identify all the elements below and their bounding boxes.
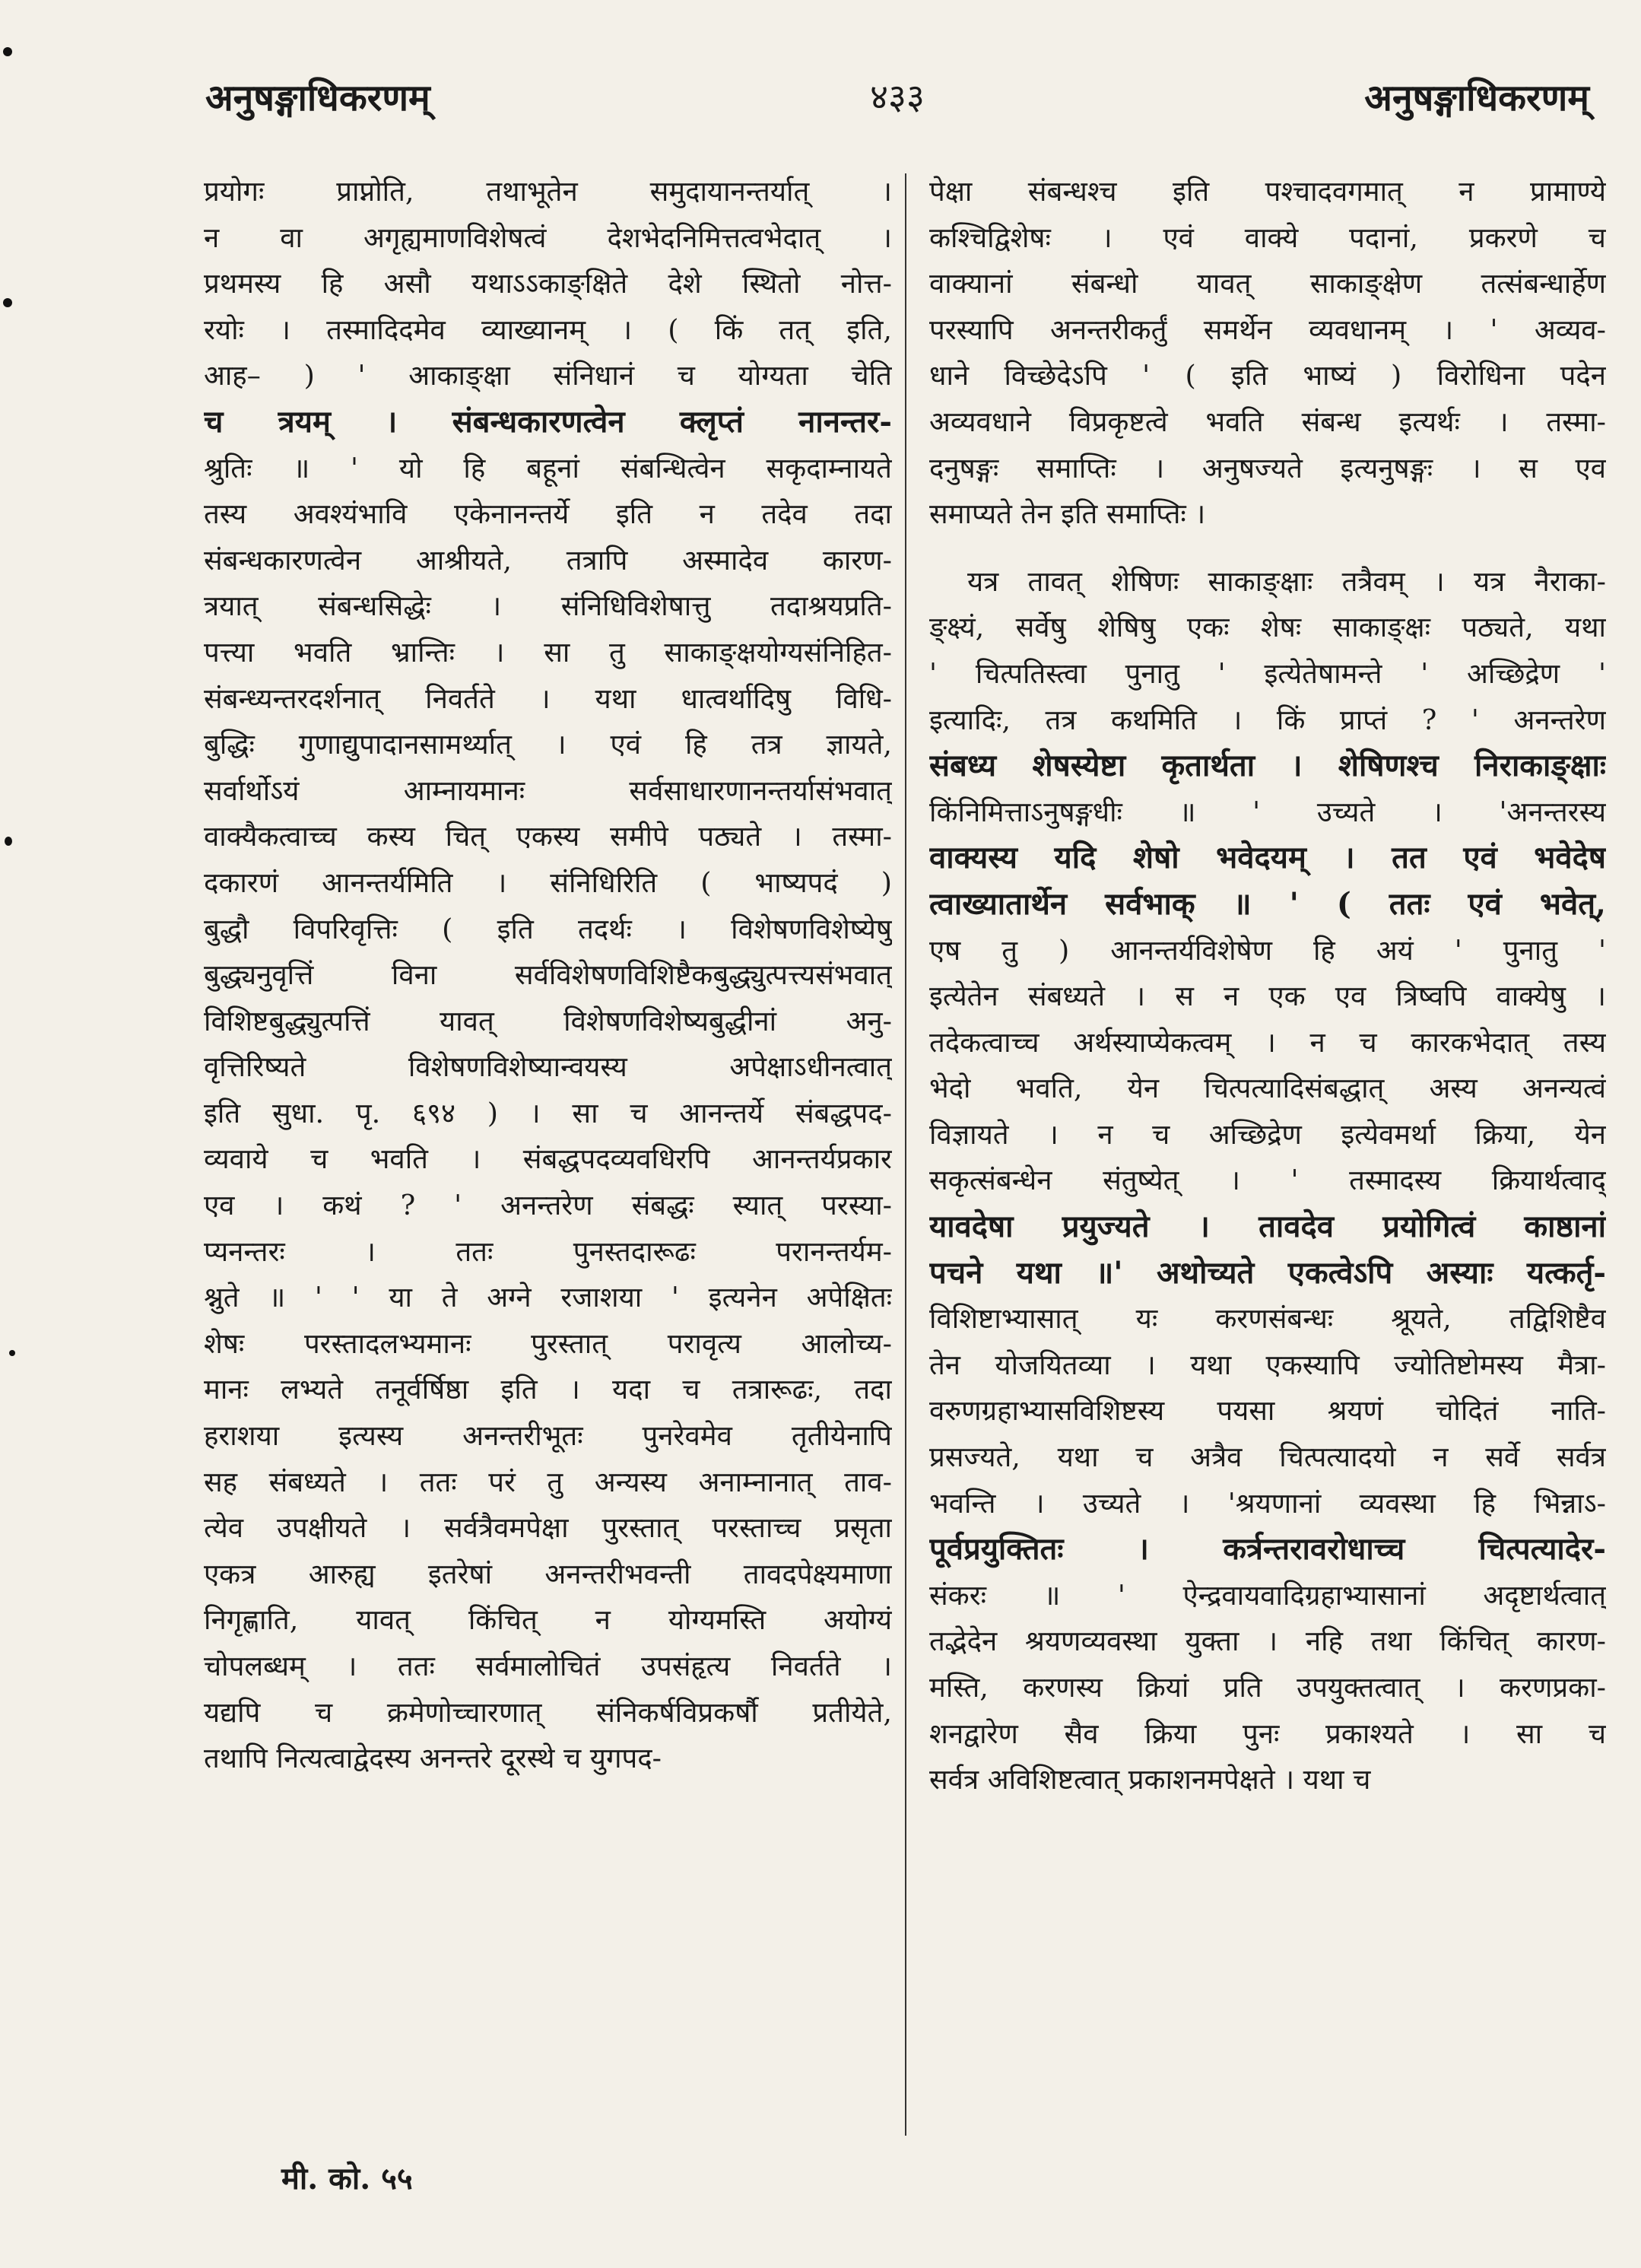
text-line: वाक्यस्य यदि शेषो भवेदयम् । तत एवं भवेदेष — [929, 840, 1606, 876]
text-line: आह– ) ' आकाङ्क्षा संनिधानं च योग्यता चेति — [204, 359, 892, 392]
text-line: सर्वार्थोऽयं आम्नायमानः सर्वसाधारणानन्तर्यासंभवात् — [204, 773, 892, 807]
text-line: तथापि नित्यत्वाद्वेदस्य अनन्तरे दूरस्थे च युगपद- — [204, 1742, 662, 1775]
text-line: एकत्र आरुह्य इतरेषां अनन्तरीभवन्ती तावदपेक्ष्यमाणा — [204, 1557, 892, 1590]
text-line: किंनिमित्ताऽनुषङ्गधीः ॥ ' उच्यते । 'अनन्तरस्य — [929, 795, 1606, 828]
text-line: तस्य अवश्यंभावि एकेनानन्तर्ये इति न तदेव तदा — [204, 497, 892, 531]
text-line: यावदेषा प्रयुज्यते । तावदेव प्रयोगित्वं काष्ठानां — [929, 1209, 1606, 1245]
text-line: बुद्ध्यनुवृत्तिं विना सर्वविशेषणविशिष्टैकबुद्ध्युत्पत्त्यसंभवात् — [204, 958, 892, 992]
text-line: मस्ति, करणस्य क्रियां प्रति उपयुक्तत्वात् । करणप्रका- — [929, 1671, 1606, 1704]
page-footer: मी. को. ५५ — [281, 2161, 413, 2197]
text-line: पेक्षा संबन्धश्च इति पश्चादवगमात् न प्रामाण्ये — [929, 175, 1606, 208]
text-line: पूर्वप्रयुक्तितः । कर्त्रन्तरावरोधाच्च चित्पत्यादेर- — [929, 1531, 1606, 1568]
text-line: प्रसज्यते, यथा च अत्रैव चित्पत्यादयो न सर्वे सर्वत्र — [929, 1441, 1606, 1474]
text-line: निगृह्णाति, यावत् किंचित् न योग्यमस्ति अयोग्यं — [204, 1603, 892, 1637]
text-line: इत्येतेन संबध्यते । स न एक एव त्रिष्वपि वाक्येषु । — [929, 980, 1606, 1013]
text-line: इत्यादिः, तत्र कथमिति । किं प्राप्तं ? ' अनन्तरेण — [929, 703, 1606, 736]
text-line: बुद्धिः गुणाद्युपादानसामर्थ्यात् । एवं हि तत्र ज्ञायते, — [204, 728, 892, 761]
text-line: वाक्यानां संबन्धो यावत् साकाङ्क्षेण तत्संबन्धार्हेण — [929, 267, 1606, 300]
text-line: परस्यापि अनन्तरीकर्तुं समर्थेन व्यवधानम् । ' अव्यव- — [929, 313, 1606, 346]
text-line: तेन योजयितव्या । यथा एकस्यापि ज्योतिष्टोमस्य मैत्रा- — [929, 1348, 1606, 1381]
text-line: हराशया इत्यस्य अनन्तरीभूतः पुनरेवमेव तृतीयेनापि — [204, 1419, 892, 1453]
text-line: भवन्ति । उच्यते । 'श्रयणानां व्यवस्था हि भिन्नाऽ- — [929, 1486, 1606, 1520]
text-line: विशिष्टबुद्ध्युत्पत्तिं यावत् विशेषणविशेष्यबुद्धीनां अनु- — [204, 1004, 892, 1037]
column-divider — [905, 173, 906, 2136]
header-title-left: अनुषङ्गाधिकरणम् — [205, 77, 430, 119]
text-line: संबध्य शेषस्येष्टा कृतार्थता । शेषिणश्च निराकाङ्क्षाः — [929, 748, 1606, 784]
text-line: भेदो भवति, येन चित्पत्यादिसंबद्धात् अस्य अनन्यत्वं — [929, 1072, 1606, 1105]
text-line: पत्त्या भवति भ्रान्तिः । सा तु साकाङ्क्षयोग्यसंनिहित- — [204, 635, 892, 669]
text-line: संकरः ॥ ' ऐन्द्रवायवादिग्रहाभ्यासानां अदृष्टार्थत्वात् — [929, 1578, 1606, 1612]
text-line: वरुणग्रहाभ्यासविशिष्टस्य पयसा श्रयणं चोदितं नाति- — [929, 1394, 1606, 1428]
text-line: प्रयोगः प्राप्नोति, तथाभूतेन समुदायानन्तर्यात् । — [204, 175, 892, 208]
text-line: ङ्क्ष्यं, सर्वेषु शेषिषु एकः शेषः साकाङ्क्षः पठ्यते, यथा — [929, 611, 1606, 644]
page-header — [205, 72, 1589, 141]
text-line: शनद्वारेण सैव क्रिया पुनः प्रकाश्यते । सा च — [929, 1717, 1606, 1750]
text-line: समाप्यते तेन इति समाप्तिः । — [929, 497, 1206, 531]
text-line: दनुषङ्गः समाप्तिः । अनुषज्यते इत्यनुषङ्गः । स एव — [929, 451, 1606, 484]
text-line: तदेकत्वाच्च अर्थस्याप्येकत्वम् । न च कारकभेदात् तस्य — [929, 1025, 1606, 1059]
text-line: विशिष्टाभ्यासात् यः करणसंबन्धः श्रूयते, तद्विशिष्टैव — [929, 1302, 1606, 1336]
text-line: इति सुधा. पृ. ६९४ ) । सा च आनन्तर्ये संबद्धपद- — [204, 1096, 892, 1129]
page-number: ४३३ — [870, 76, 925, 117]
text-line: व्यवाये च भवति । संबद्धपदव्यवधिरपि आनन्तर्यप्रकार — [204, 1142, 892, 1176]
text-line: धाने विच्छेदेऽपि ' ( इति भाष्यं ) विरोधिना पदेन — [929, 359, 1606, 392]
text-line: न वा अगृह्यमाणविशेषत्वं देशभेदनिमित्तत्वभेदात् । — [204, 221, 892, 254]
margin-mark-4 — [9, 1350, 15, 1356]
text-line: च त्रयम् । संबन्धकारणत्वेन क्लृप्तं नानन्तर- — [204, 403, 892, 440]
margin-mark-2 — [3, 298, 12, 307]
text-line: एव । कथं ? ' अनन्तरेण संबद्धः स्यात् परस्या- — [204, 1189, 892, 1222]
text-line: वाक्यैकत्वाच्च कस्य चित् एकस्य समीपे पठ्यते । तस्मा- — [204, 820, 892, 853]
text-line: बुद्धौ विपरिवृत्तिः ( इति तदर्थः । विशेषणविशेष्येषु — [204, 912, 892, 945]
left-column — [204, 169, 892, 1782]
text-line: विज्ञायते । न च अच्छिद्रेण इत्येवमर्था क्रिया, येन — [929, 1117, 1606, 1151]
text-line: संबन्ध्यन्तरदर्शनात् निवर्तते । यथा धात्वर्थादिषु विधि- — [204, 681, 892, 715]
text-line: तद्भेदेन श्रयणव्यवस्था युक्ता । नहि तथा किंचित् कारण- — [929, 1625, 1606, 1658]
text-line: त्रयात् संबन्धसिद्धेः । संनिधिविशेषात्तु तदाश्रयप्रति- — [204, 589, 892, 623]
text-line: श्रुतिः ॥ ' यो हि बहूनां संबन्धित्वेन सकृदाम्नायते — [204, 451, 892, 484]
text-line: वृत्तिरिष्यते विशेषणविशेष्यान्वयस्य अपेक्षाऽधीनत्वात् — [204, 1050, 892, 1084]
text-line: संबन्धकारणत्वेन आश्रीयते, तत्रापि अस्मादेव कारण- — [204, 543, 892, 577]
text-line: त्येव उपक्षीयते । सर्वत्रैवमपेक्षा पुरस्तात् परस्ताच्च प्रसृता — [204, 1511, 892, 1545]
paragraph-gap — [929, 538, 1606, 559]
text-line: यद्यपि च क्रमेणोच्चारणात् संनिकर्षविप्रकर्षौ प्रतीयेते, — [204, 1695, 892, 1729]
text-line: दकारणं आनन्तर्यमिति । संनिधिरिति ( भाष्यपदं ) — [204, 866, 892, 899]
text-line: यत्र तावत् शेषिणः साकाङ्क्षाः तत्रैवम् । यत्र नैराका- — [967, 564, 1606, 598]
text-line: सर्वत्र अविशिष्टत्वात् प्रकाशनमपेक्षते । यथा च — [929, 1763, 1371, 1796]
text-line: चोपलब्धम् । ततः सर्वमालोचितं उपसंहृत्य निवर्तते । — [204, 1650, 892, 1682]
text-line: शेषः परस्तादलभ्यमानः पुरस्तात् परावृत्य आलोच्य- — [204, 1326, 892, 1360]
margin-mark-3 — [5, 837, 12, 846]
text-line: मानः लभ्यते तनूर्वर्षिष्ठा इति । यदा च तत्रारूढः, तदा — [204, 1373, 892, 1406]
text-line: ' चित्पतिस्त्वा पुनातु ' इत्येतेषामन्ते ' अच्छिद्रेण ' — [929, 656, 1606, 690]
text-line: एष तु ) आनन्तर्यविशेषेण हि अयं ' पुनातु ' — [929, 933, 1606, 967]
text-line: त्वाख्यातार्थेन सर्वभाक् ॥ ' ( ततः एवं भवेत्, — [929, 885, 1606, 922]
text-line: रयोः । तस्मादिदमेव व्याख्यानम् । ( किं तत् इति, — [204, 313, 892, 346]
header-title-right: अनुषङ्गाधिकरणम् — [1364, 77, 1589, 119]
text-line: श्नुते ॥ ' ' या ते अग्ने रजाशया ' इत्यनेन अपेक्षितः — [204, 1281, 892, 1314]
right-column — [929, 169, 1606, 1803]
text-line: प्रथमस्य हि असौ यथाऽऽकाङ्क्षिते देशे स्थितो नोत्त- — [204, 267, 892, 300]
margin-mark-1 — [3, 47, 12, 56]
text-line: कश्चिद्विशेषः । एवं वाक्ये पदानां, प्रकरणे च — [929, 221, 1606, 254]
text-line: अव्यवधाने विप्रकृष्टत्वे भवति संबन्ध इत्यर्थः । तस्मा- — [929, 405, 1606, 438]
text-line: पचने यथा ॥' अथोच्यते एकत्वेऽपि अस्याः यत्कर्तृ- — [929, 1254, 1606, 1291]
text-line: सकृत्संबन्धेन संतुष्येत् । ' तस्मादस्य क्रियार्थत्वाद् — [929, 1164, 1606, 1197]
text-line: प्यनन्तरः । ततः पुनस्तदारूढः परानन्तर्यम- — [204, 1234, 892, 1268]
text-line: सह संबध्यते । ततः परं तु अन्यस्य अनाम्नानात् ताव- — [204, 1465, 892, 1498]
